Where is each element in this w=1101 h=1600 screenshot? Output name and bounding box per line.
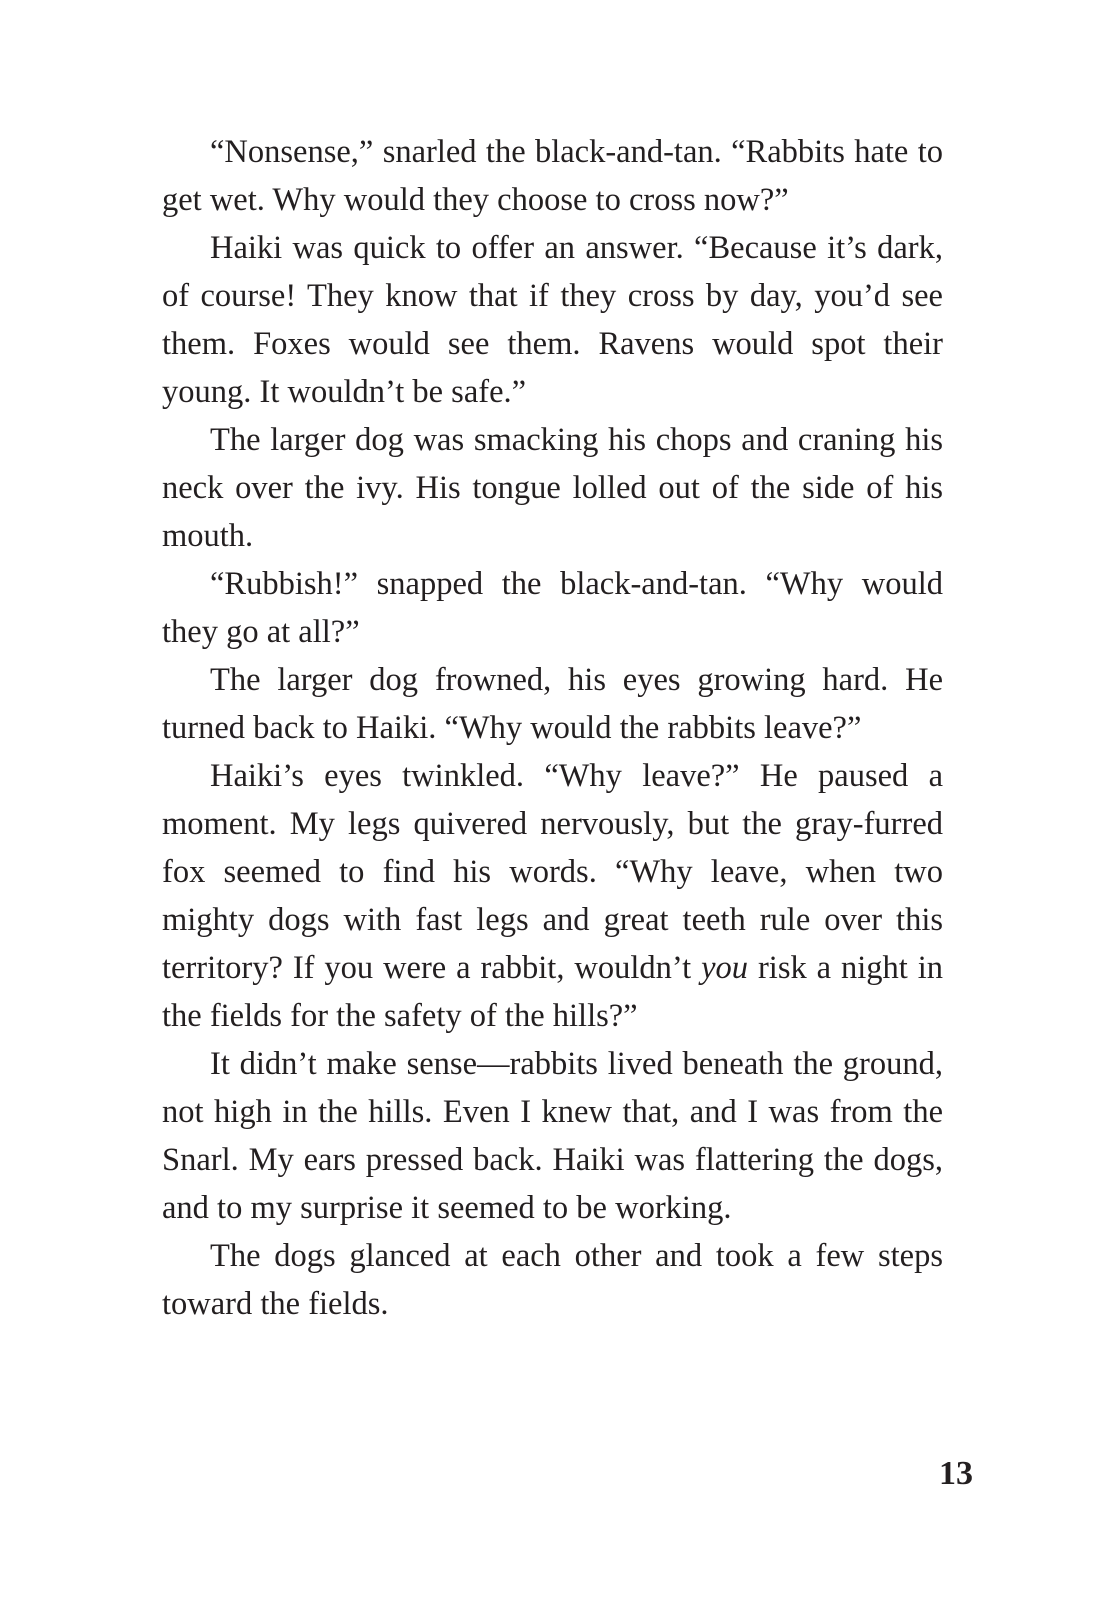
paragraph-6-tail: risk a night in the fields for the safety of the hills?” bbox=[162, 950, 944, 1034]
paragraph-1: “Nonsense,” snarled the black-and-tan. “Rabbits hate to get wet. Why would they choose to cross now?” bbox=[162, 134, 943, 218]
paragraph-6 bbox=[162, 752, 943, 1040]
paragraph-4: “Rubbish!” snapped the black-and-tan. “Why would they go at all?” bbox=[162, 566, 943, 650]
body-text bbox=[162, 128, 943, 1328]
paragraph-3: The larger dog was smacking his chops and craning his neck over the ivy. His tongue lolled out of the side of his mouth. bbox=[162, 422, 943, 554]
page-number: 13 bbox=[939, 1455, 973, 1492]
paragraph-6-head: Haiki’s eyes twinkled. “Why leave?” He paused a moment. My legs quivered nervously, but the gray-furred fox seemed to find his words. “Why leave, when two mighty dogs with fast legs and great teeth rule over this territory? If you were a rabbit, wouldn’t bbox=[162, 758, 943, 986]
paragraph-2: Haiki was quick to offer an answer. “Because it’s dark, of course! They know that if they cross by day, you’d see them. Foxes would see them. Ravens would spot their young. It wouldn’t be safe.” bbox=[162, 230, 943, 410]
paragraph-7: It didn’t make sense—rabbits lived beneath the ground, not high in the hills. Even I knew that, and I was from the Snarl. My ears pressed back. Haiki was flattering the dogs, and to my surprise it seemed to be working. bbox=[162, 1046, 943, 1226]
paragraph-5: The larger dog frowned, his eyes growing hard. He turned back to Haiki. “Why would the rabbits leave?” bbox=[162, 662, 943, 746]
paragraph-6-emphasis: you bbox=[701, 950, 749, 986]
paragraph-8: The dogs glanced at each other and took a few steps toward the fields. bbox=[162, 1238, 943, 1322]
